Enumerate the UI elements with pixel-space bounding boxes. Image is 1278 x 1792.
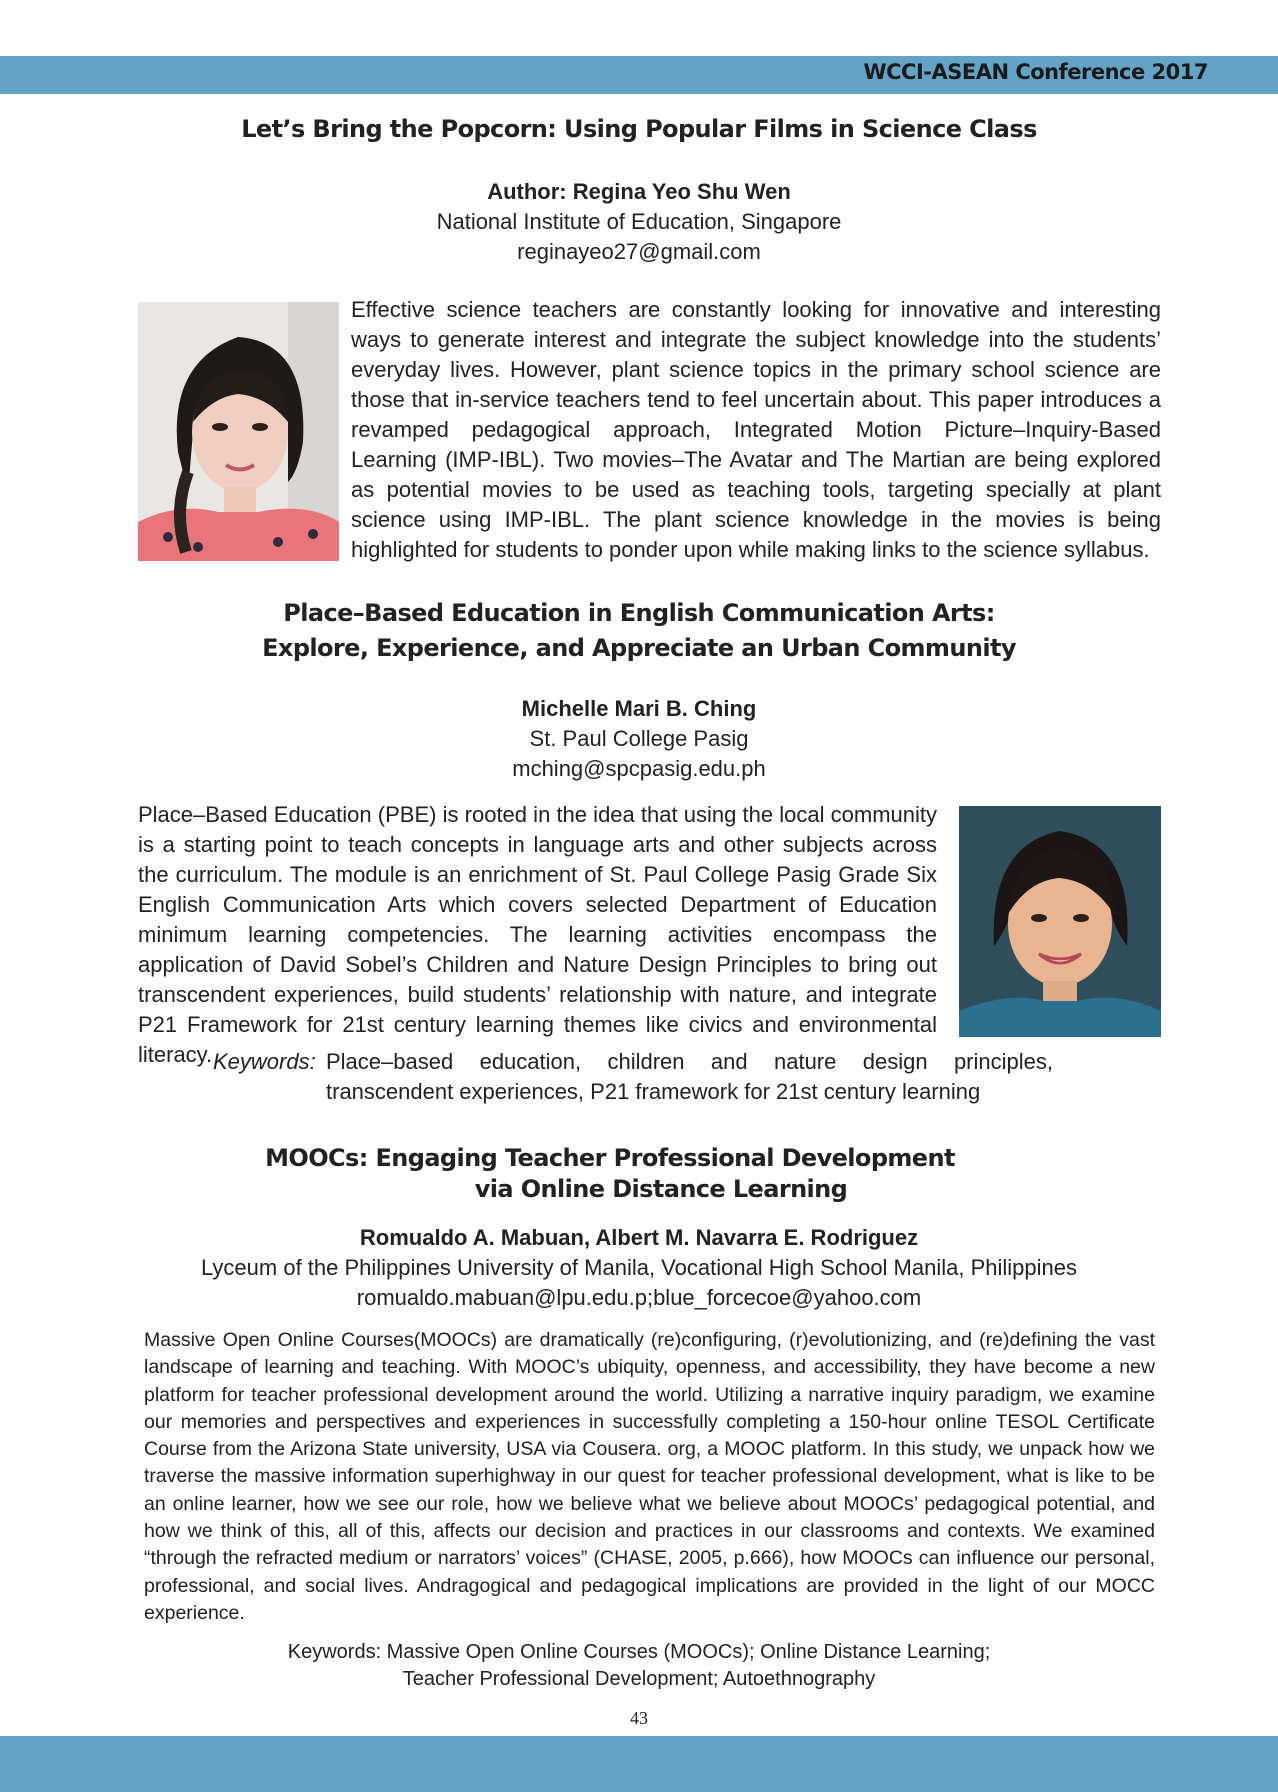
author-email: mching@spcpasig.edu.ph — [512, 756, 766, 781]
abstract: Place–Based Education (PBE) is rooted in the idea that using the local community is a starting point to teach concepts in language arts and other subjects across the curriculum. The module is an enrichment of St. Paul College Pasig Grade Six English Communication Arts which covers selected Department of Education minimum learning competencies. The learning activities encompass the application of David Sobel’s Children and Nature Design Principles to bring out transcendent experiences, build students’ relationship with nature, and integrate P21 Framework for 21st century learning themes like civics and environmental literacy. — [138, 802, 937, 1067]
author-block — [0, 177, 1278, 267]
abstract: Effective science teachers are constantly looking for innovative and interesting ways to generate interest and integrate the subject knowledge into the students’ everyday lives. However, plant science topics in the primary school science are those that in-service teachers tend to feel uncertain about. This paper introduces a revamped pedagogical approach, Integrated Motion Picture–Inquiry-Based Learning (IMP-IBL). Two movies–The Avatar and The Martian are being explored as potential movies to be used as teaching tools, targeting specially at plant science using IMP-IBL. The plant science knowledge in the movies is being highlighted for students to ponder upon while making links to the science syllabus. — [351, 297, 1161, 562]
author-block — [0, 1223, 1278, 1313]
author-affiliation: St. Paul College Pasig — [529, 726, 749, 751]
article-moocs — [0, 1141, 1278, 1207]
article-title: Let’s Bring the Popcorn: Using Popular Films in Science Class — [241, 115, 1037, 143]
author-affiliation: Lyceum of the Philippines University of Manila, Vocational High School Manila, Philippines — [201, 1255, 1077, 1280]
article-title-line-2: Explore, Experience, and Appreciate an Urban Community — [262, 634, 1016, 662]
article-title-line-2: via Online Distance Learning — [474, 1175, 848, 1203]
keywords-text: Place–based education, children and nature design principles, transcendent experiences, P21 framework for 21st century learning — [326, 1049, 1053, 1104]
author-name: Michelle Mari B. Ching — [521, 696, 757, 721]
author-name: Romualdo A. Mabuan, Albert M. Navarra E. Rodriguez — [359, 1225, 919, 1250]
article-title-line-1: Place–Based Education in English Communication Arts: — [283, 599, 995, 627]
author-email: reginayeo27@gmail.com — [517, 239, 761, 264]
author-name: Author: Regina Yeo Shu Wen — [487, 179, 791, 204]
footer-band — [0, 1736, 1278, 1792]
keywords-label: Keywords: — [213, 1049, 316, 1074]
keywords — [0, 1639, 1278, 1693]
keywords — [213, 1047, 1053, 1107]
author-block — [0, 694, 1278, 784]
author-email: romualdo.mabuan@lpu.edu.p;blue_forcecoe@yahoo.com — [356, 1285, 922, 1310]
abstract: Massive Open Online Courses(MOOCs) are dramatically (re)configuring, (r)evolutionizing, and (re)defining the vast landscape of learning and teaching. With MOOC’s ubiquity, openness, and accessibility, they have become a new platform for teacher professional development around the world. Utilizing a narrative inquiry paradigm, we examine our memories and perspectives and experiences in successfully completing a 150-hour online TESOL Certificate Course from the Arizona State university, USA via Cousera. org, a MOOC platform. In this study, we unpack how we traverse the massive information superhighway in our quest for teacher professional development, what is like to be an online learner, how we see our role, how we believe what we believe about MOOCs’ pedagogical potential, and how we think of this, all of this, affects our decision and practices in our classrooms and contexts. We examined “through the refracted medium or narrators’ voices” (CHASE, 2005, p.666), how MOOCs can influence our personal, professional, and social lives. Andragogical and pedagogical implications are provided in the light of our MOCC experience. — [144, 1329, 1155, 1624]
author-photo — [138, 302, 339, 561]
keywords-line-2: Teacher Professional Development; Autoethnography — [402, 1668, 876, 1690]
article-place-based — [0, 596, 1278, 666]
article-title-line-1: MOOCs: Engaging Teacher Professional Development — [265, 1144, 955, 1172]
conference-title: WCCI-ASEAN Conference 2017 — [863, 60, 1208, 84]
author-photo — [959, 806, 1161, 1037]
page-number: 43 — [630, 1708, 648, 1728]
keywords-line-1: Keywords: Massive Open Online Courses (MOOCs); Online Distance Learning; — [287, 1641, 991, 1663]
author-affiliation: National Institute of Education, Singapore — [436, 209, 842, 234]
article-popcorn — [0, 112, 1278, 147]
header-band — [0, 56, 1278, 94]
